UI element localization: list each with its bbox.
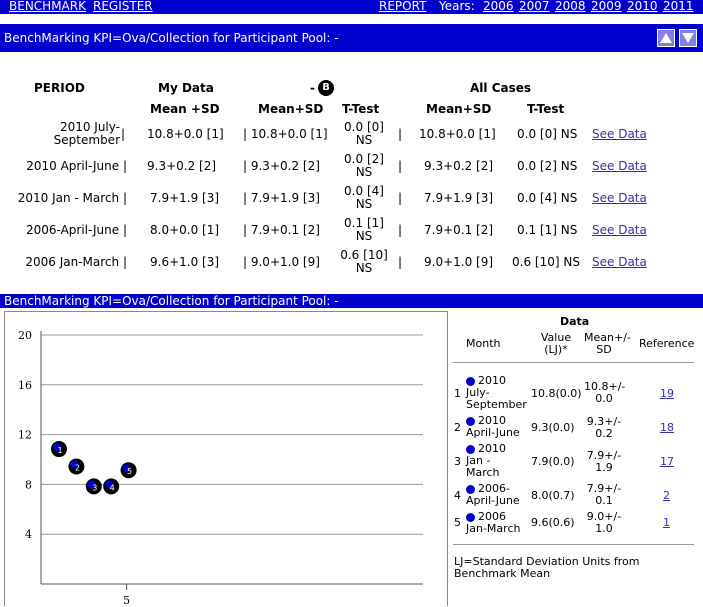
mean-line2: 0.0: [595, 392, 613, 405]
nav-register-link[interactable]: REGISTER: [93, 0, 153, 13]
month-line2: Jan -: [466, 454, 491, 467]
col-header-mean-line2: SD: [596, 343, 612, 356]
col-header-value: [536, 332, 576, 356]
mid-mean-cell: | 7.9+1.9 [3]: [243, 191, 320, 205]
mid-ttest-cell: [338, 121, 390, 147]
all-ttest-cell: 0.1 [1] NS: [517, 223, 578, 237]
mid-mean-cell: | 9.3+0.2 [2]: [243, 159, 320, 173]
reference-link[interactable]: 2: [663, 489, 670, 502]
divider: [453, 544, 694, 545]
mean-cell: [584, 483, 624, 507]
mean-line2: 1.0: [595, 522, 613, 535]
row-number: 2: [454, 421, 461, 434]
mean-line1: 10.8+/-: [584, 380, 626, 393]
x-tick-label: 5: [123, 594, 131, 607]
subheader-my-mean: Mean +SD: [150, 102, 220, 116]
period-cell: 2006-April-June |: [25, 223, 127, 237]
ttest-line-1: 0.6 [10]: [340, 248, 388, 262]
see-data-link[interactable]: See Data: [592, 191, 647, 205]
month-cell: [466, 375, 527, 411]
value-cell: 7.9(0.0): [531, 455, 575, 468]
my-data-cell: 8.0+0.0 [1]: [150, 223, 220, 237]
data-point-label: 5: [127, 467, 133, 477]
all-ttest-cell: 0.0 [4] NS: [517, 191, 578, 205]
all-mean-cell: 9.0+1.0 [9]: [424, 255, 494, 269]
ttest-line-1: 0.0 [0]: [344, 120, 384, 134]
row-number: 1: [454, 387, 461, 400]
all-ttest-cell: 0.0 [2] NS: [517, 159, 578, 173]
subheader-all-ttest: T-Test: [527, 102, 565, 116]
y-tick-label: 4: [25, 528, 32, 542]
all-mean-cell: 9.3+0.2 [2]: [424, 159, 494, 173]
series-dot-icon: [466, 377, 475, 386]
ttest-line-2: NS: [355, 133, 373, 147]
ttest-line-1: 0.0 [4]: [344, 184, 384, 198]
year-link-2008[interactable]: 2008: [555, 0, 586, 13]
data-point-label: 4: [109, 483, 115, 493]
all-mean-cell: 7.9+1.9 [3]: [424, 191, 494, 205]
row-number: 3: [454, 455, 461, 468]
my-data-cell: 9.6+1.0 [3]: [150, 255, 220, 269]
mid-ttest-cell: [338, 217, 390, 243]
row-separator: |: [121, 127, 126, 141]
y-tick-label: 12: [18, 428, 32, 442]
year-link-2010[interactable]: 2010: [627, 0, 658, 13]
mean-line1: 9.3+/-: [586, 415, 622, 428]
see-data-link[interactable]: See Data: [592, 127, 647, 141]
row-separator: |: [398, 127, 403, 141]
mid-mean-cell: | 7.9+0.1 [2]: [243, 223, 320, 237]
see-data-link[interactable]: See Data: [592, 159, 647, 173]
mean-line1: 7.9+/-: [586, 482, 622, 495]
kpi-banner-top: [0, 24, 703, 52]
footnote: [454, 556, 639, 580]
nav-benchmark-link[interactable]: BENCHMARK: [9, 0, 86, 13]
month-cell: [466, 511, 520, 535]
mean-cell: [584, 450, 624, 474]
period-line-2: September: [53, 133, 120, 147]
mean-cell: [584, 511, 624, 535]
mean-line2: 0.2: [595, 427, 613, 440]
see-data-link[interactable]: See Data: [592, 223, 647, 237]
divider: [453, 362, 694, 363]
ttest-line-2: NS: [355, 229, 373, 243]
month-line2: April-June: [466, 494, 520, 507]
mean-line1: 7.9+/-: [586, 449, 622, 462]
col-header-reference: Reference: [639, 337, 695, 350]
period-cell: 2010 April-June |: [26, 159, 127, 173]
series-dot-icon: [466, 513, 475, 522]
col-header-value-line1: Value: [540, 331, 572, 344]
mean-line2: 0.1: [595, 494, 613, 507]
scatter-chart: [5, 312, 447, 607]
row-separator: |: [398, 191, 403, 205]
reference-link[interactable]: 19: [660, 387, 674, 400]
year-link-2006[interactable]: 2006: [483, 0, 514, 13]
ttest-line-2: NS: [355, 165, 373, 179]
b-badge-icon: B: [318, 80, 334, 96]
col-header-value-line2: (LJ)*: [544, 343, 568, 356]
data-point-label: 3: [92, 483, 98, 493]
chart-panel: [4, 311, 448, 606]
subheader-mid-ttest: T-Test: [342, 102, 380, 116]
all-ttest-cell: 0.6 [10] NS: [512, 255, 580, 269]
mean-line1: 9.0+/-: [586, 510, 622, 523]
month-line2: Jan-March: [466, 522, 521, 535]
month-cell: [466, 415, 520, 439]
row-number: 4: [454, 489, 461, 502]
row-separator: |: [398, 159, 403, 173]
footnote-line2: Benchmark Mean: [454, 567, 551, 580]
see-data-link[interactable]: See Data: [592, 255, 647, 269]
year-link-2011[interactable]: 2011: [663, 0, 694, 13]
value-cell: 9.6(0.6): [531, 516, 575, 529]
period-cell: 2006 Jan-March |: [25, 255, 127, 269]
kpi-banner-chart: [0, 294, 703, 308]
data-point-label: 2: [74, 463, 80, 473]
month-line3: September: [466, 398, 527, 411]
subheader-all-mean: Mean+SD: [426, 102, 492, 116]
value-cell: 9.3(0.0): [531, 421, 575, 434]
month-line3: March: [466, 466, 500, 479]
ttest-line-2: NS: [355, 261, 373, 275]
years-label: Years:: [439, 0, 475, 13]
mid-ttest-cell: [338, 185, 390, 211]
month-line2: April-June: [466, 426, 520, 439]
month-line1: 2010: [478, 414, 506, 427]
month-line1: 2006: [478, 510, 506, 523]
period-line-1: 2010 July-: [59, 120, 120, 134]
month-line2: July-: [466, 386, 490, 399]
year-link-2009[interactable]: 2009: [591, 0, 622, 13]
year-link-2007[interactable]: 2007: [519, 0, 550, 13]
reference-link[interactable]: 17: [660, 455, 674, 468]
all-mean-cell: 10.8+0.0 [1]: [419, 127, 496, 141]
period-cell: 2010 Jan - March |: [17, 191, 127, 205]
y-tick-label: 16: [18, 378, 32, 392]
subheader-mid-mean: Mean+SD: [258, 102, 324, 116]
all-mean-cell: 7.9+0.1 [2]: [424, 223, 494, 237]
series-dot-icon: [466, 417, 475, 426]
mid-ttest-cell: [336, 249, 392, 275]
kpi-banner-chart-title: BenchMarking KPI=Ova/Collection for Participant Pool: -: [4, 294, 339, 308]
top-nav: [0, 0, 703, 14]
col-header-mean-line1: Mean+/-: [584, 331, 631, 344]
mid-mean-cell: | 9.0+1.0 [9]: [243, 255, 320, 269]
series-dot-icon: [466, 445, 475, 454]
value-cell: 8.0(0.7): [531, 489, 575, 502]
month-line1: 2006-: [478, 482, 510, 495]
row-number: 5: [454, 516, 461, 529]
header-my-data: My Data: [158, 81, 214, 95]
arrow-down-icon: [682, 33, 694, 43]
mean-cell: [584, 416, 624, 440]
arrow-up-icon: [660, 33, 672, 43]
kpi-banner-title: BenchMarking KPI=Ova/Collection for Participant Pool: -: [4, 31, 339, 45]
header-period: PERIOD: [34, 81, 85, 95]
header-middle-group: -: [310, 81, 315, 95]
col-header-mean: [584, 331, 631, 356]
mean-cell: [584, 381, 624, 405]
y-tick-label: 20: [18, 329, 32, 342]
data-point-label: 1: [57, 446, 63, 456]
period-cell: [40, 121, 120, 147]
all-ttest-cell: 0.0 [0] NS: [517, 127, 578, 141]
nav-report-link[interactable]: REPORT: [379, 0, 427, 13]
my-data-cell: 7.9+1.9 [3]: [150, 191, 220, 205]
ttest-line-1: 0.0 [2]: [344, 152, 384, 166]
mean-line2: 1.9: [595, 461, 613, 474]
scroll-down-button[interactable]: [679, 29, 697, 47]
row-separator: |: [398, 223, 403, 237]
ttest-line-2: NS: [355, 197, 373, 211]
month-line1: 2010: [478, 442, 506, 455]
series-dot-icon: [466, 485, 475, 494]
mid-ttest-cell: [338, 153, 390, 179]
reference-link[interactable]: 18: [660, 421, 674, 434]
row-separator: |: [398, 255, 403, 269]
mid-mean-cell: | 10.8+0.0 [1]: [243, 127, 328, 141]
month-cell: [466, 443, 506, 479]
footnote-line1: LJ=Standard Deviation Units from: [454, 555, 640, 568]
header-all-cases: All Cases: [470, 81, 532, 95]
my-data-cell: 9.3+0.2 [2]: [147, 159, 217, 173]
my-data-cell: 10.8+0.0 [1]: [147, 127, 224, 141]
ttest-line-1: 0.1 [1]: [344, 216, 384, 230]
y-tick-label: 8: [25, 478, 32, 492]
scroll-up-button[interactable]: [657, 29, 675, 47]
value-cell: 10.8(0.0): [531, 387, 582, 400]
col-header-month: Month: [466, 337, 501, 350]
reference-link[interactable]: 1: [663, 516, 670, 529]
month-line1: 2010: [478, 374, 506, 387]
data-table-title: Data: [560, 315, 590, 328]
month-cell: [466, 483, 520, 507]
